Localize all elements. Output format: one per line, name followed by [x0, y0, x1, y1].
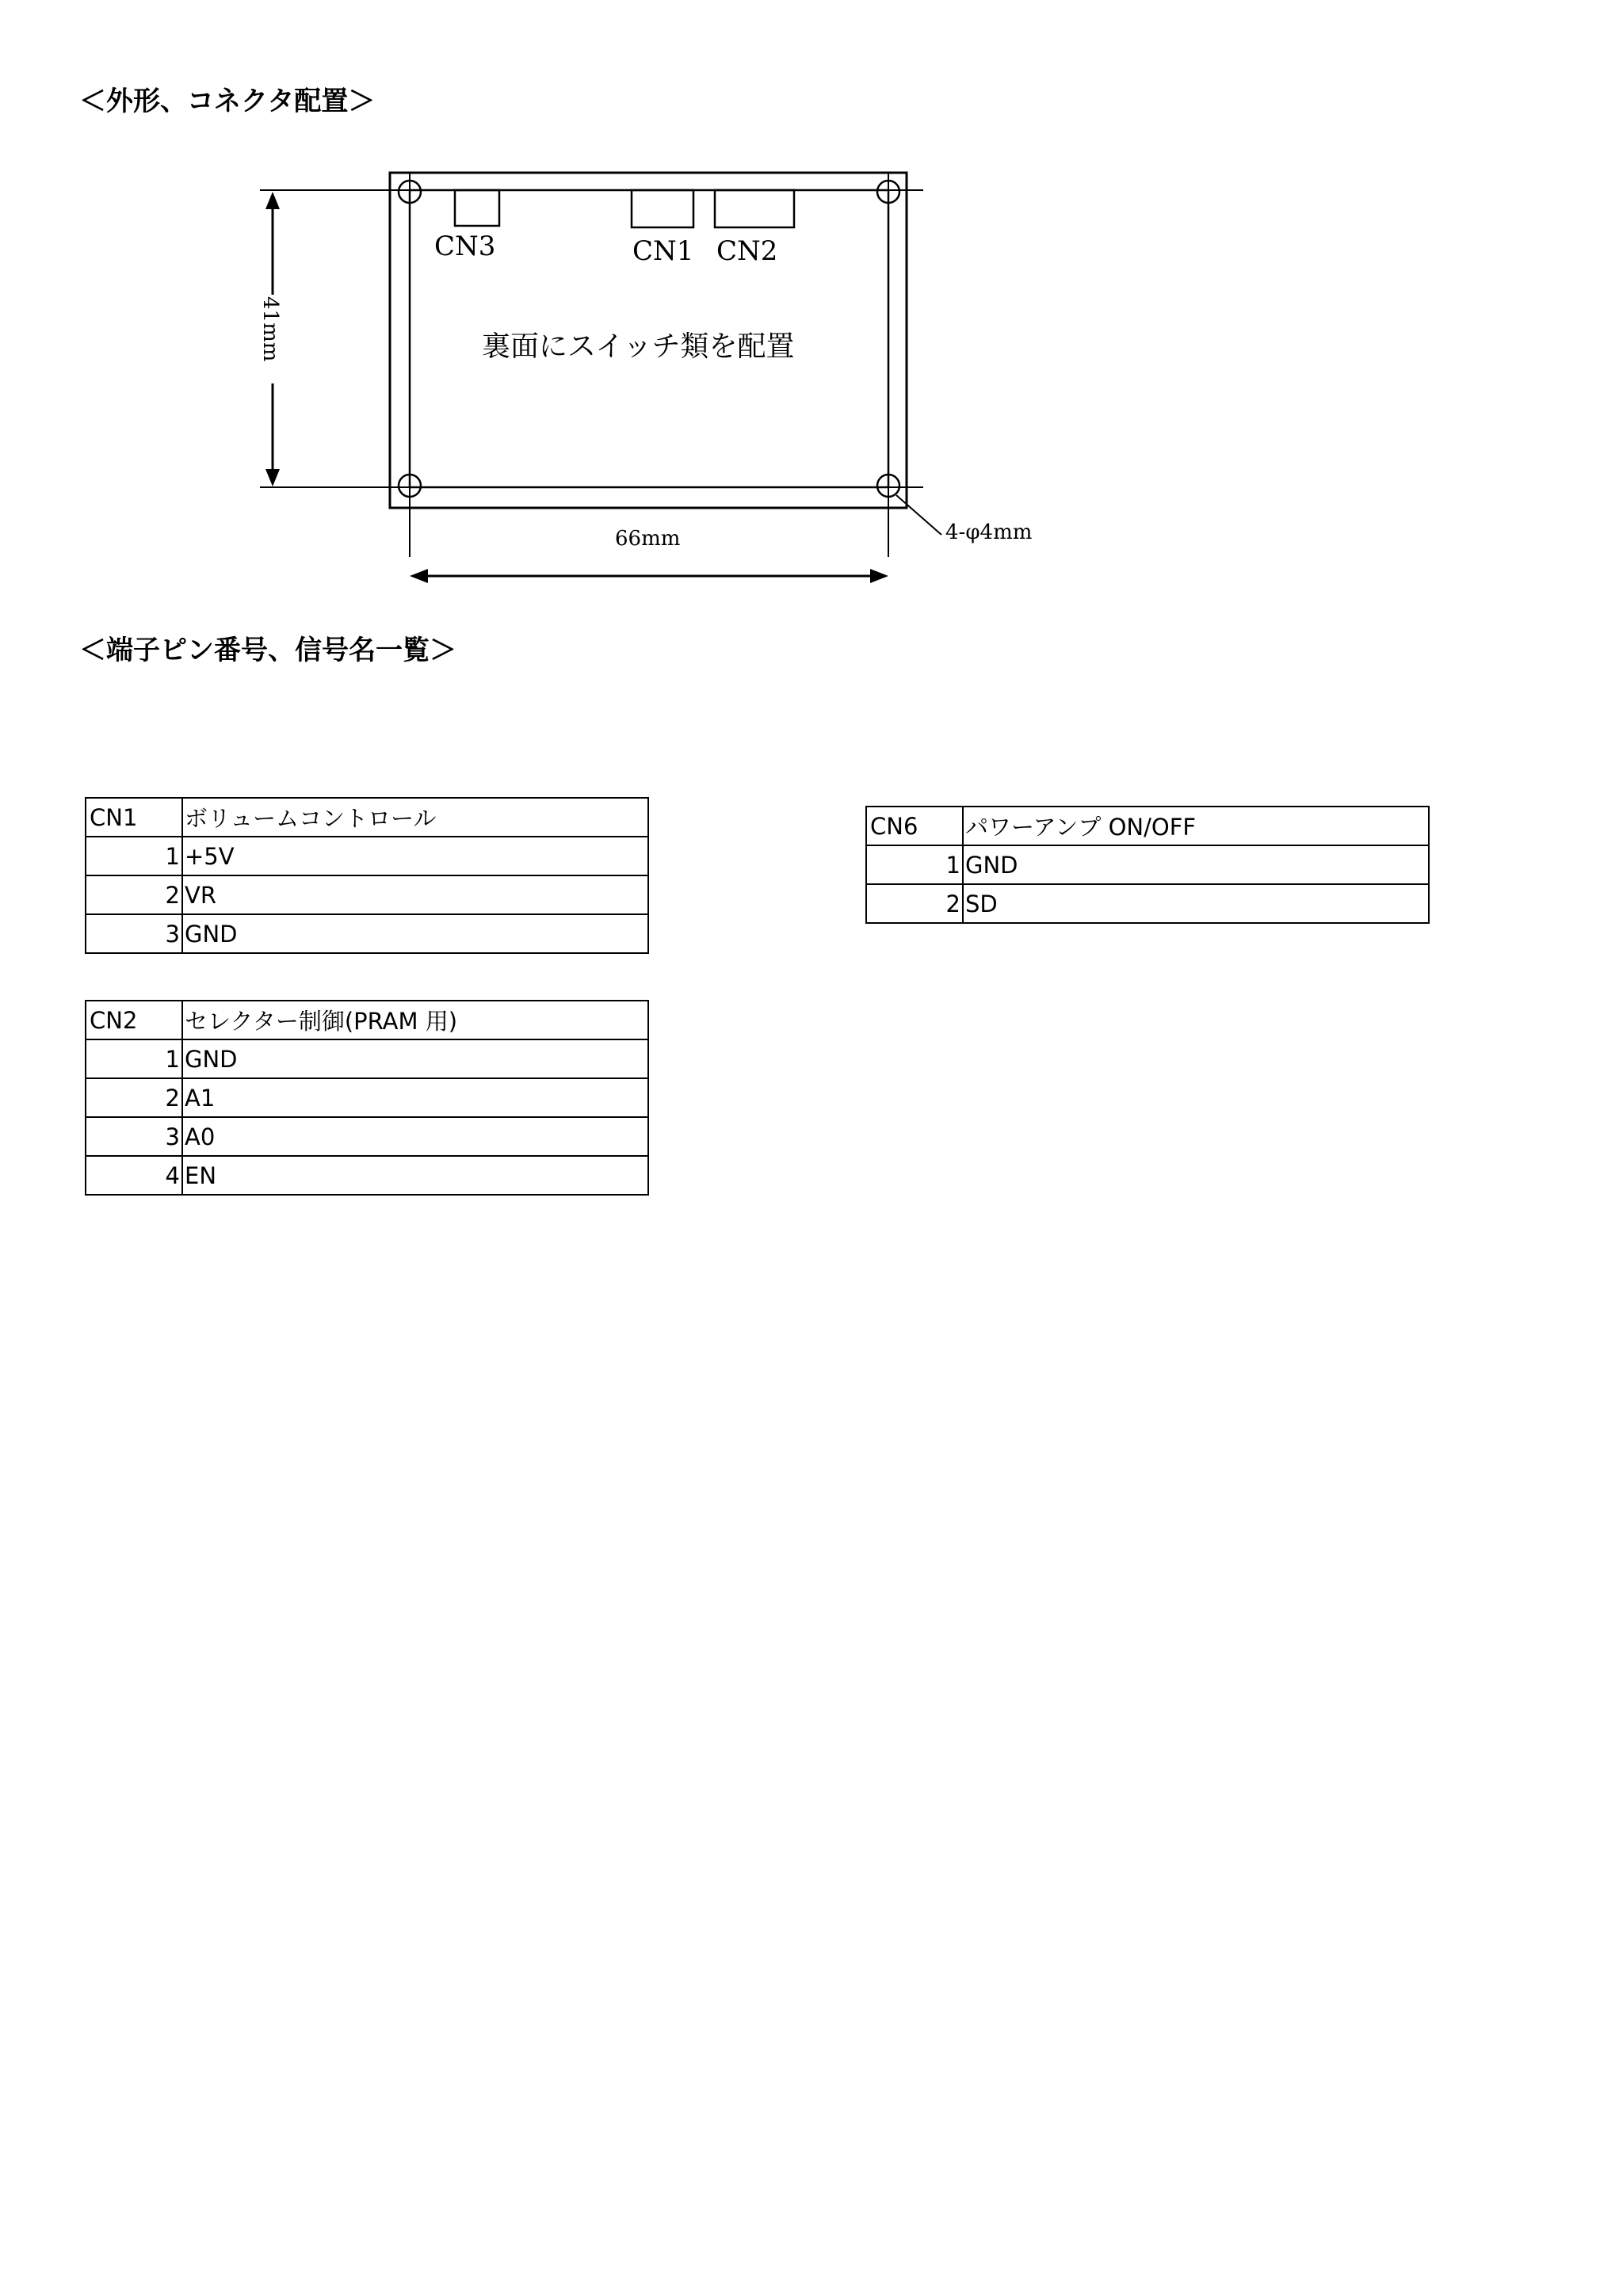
table-row: [86, 837, 648, 875]
table-row: [866, 845, 1429, 884]
pin-number: 1: [86, 837, 182, 875]
signal-name: GND: [182, 914, 648, 953]
arrow-down-icon: [265, 469, 280, 486]
pin-number: 2: [86, 1078, 182, 1117]
cn2-pin-table: [85, 1000, 649, 1196]
cn3-label: CN3: [434, 231, 496, 262]
table-header-connector: CN1: [86, 798, 182, 837]
table-row: [86, 914, 648, 953]
signal-name: GND: [182, 1039, 648, 1078]
pin-number: 3: [86, 1117, 182, 1156]
hole-leader-line: [896, 495, 941, 535]
pins-heading: ＜端子ピン番号、信号名一覧＞: [79, 635, 456, 666]
cn1-pin-table: [85, 797, 649, 954]
table-row: [86, 875, 648, 914]
cn3-connector: [455, 190, 499, 226]
table-header-row: [866, 807, 1429, 845]
table-header-row: [86, 1001, 648, 1039]
center-note: 裏面にスイッチ類を配置: [482, 330, 795, 363]
table-row: [866, 884, 1429, 923]
table-header-description: セレクター制御(PRAM 用): [182, 1001, 648, 1039]
table-header-row: [86, 798, 648, 837]
table-row: [86, 1117, 648, 1156]
table-row: [86, 1078, 648, 1117]
table-row: [86, 1156, 648, 1195]
table-header-connector: CN2: [86, 1001, 182, 1039]
height-label: 41mm: [258, 296, 282, 362]
width-label: 66mm: [615, 527, 681, 551]
signal-name: A1: [182, 1078, 648, 1117]
outline-heading: ＜外形、コネクタ配置＞: [79, 86, 376, 117]
board-outline-diagram: [0, 0, 1623, 618]
signal-name: VR: [182, 875, 648, 914]
signal-name: SD: [963, 884, 1429, 923]
table-header-description: ボリュームコントロール: [182, 798, 648, 837]
pin-number: 4: [86, 1156, 182, 1195]
signal-name: EN: [182, 1156, 648, 1195]
signal-name: +5V: [182, 837, 648, 875]
cn1-label: CN1: [632, 235, 694, 267]
arrow-right-icon: [870, 569, 888, 583]
pin-number: 2: [86, 875, 182, 914]
table-header-description: パワーアンプ ON/OFF: [963, 807, 1429, 845]
signal-name: A0: [182, 1117, 648, 1156]
table-row: [86, 1039, 648, 1078]
cn2-connector: [715, 190, 794, 227]
cn2-label: CN2: [716, 235, 778, 267]
signal-name: GND: [963, 845, 1429, 884]
arrow-up-icon: [265, 192, 280, 209]
table-header-connector: CN6: [866, 807, 963, 845]
pin-number: 1: [866, 845, 963, 884]
pin-number: 3: [86, 914, 182, 953]
arrow-left-icon: [410, 569, 428, 583]
hole-label: 4‐φ4mm: [945, 521, 1033, 544]
cn1-connector: [632, 190, 693, 227]
cn6-pin-table: [865, 806, 1430, 924]
pin-number: 1: [86, 1039, 182, 1078]
pin-number: 2: [866, 884, 963, 923]
